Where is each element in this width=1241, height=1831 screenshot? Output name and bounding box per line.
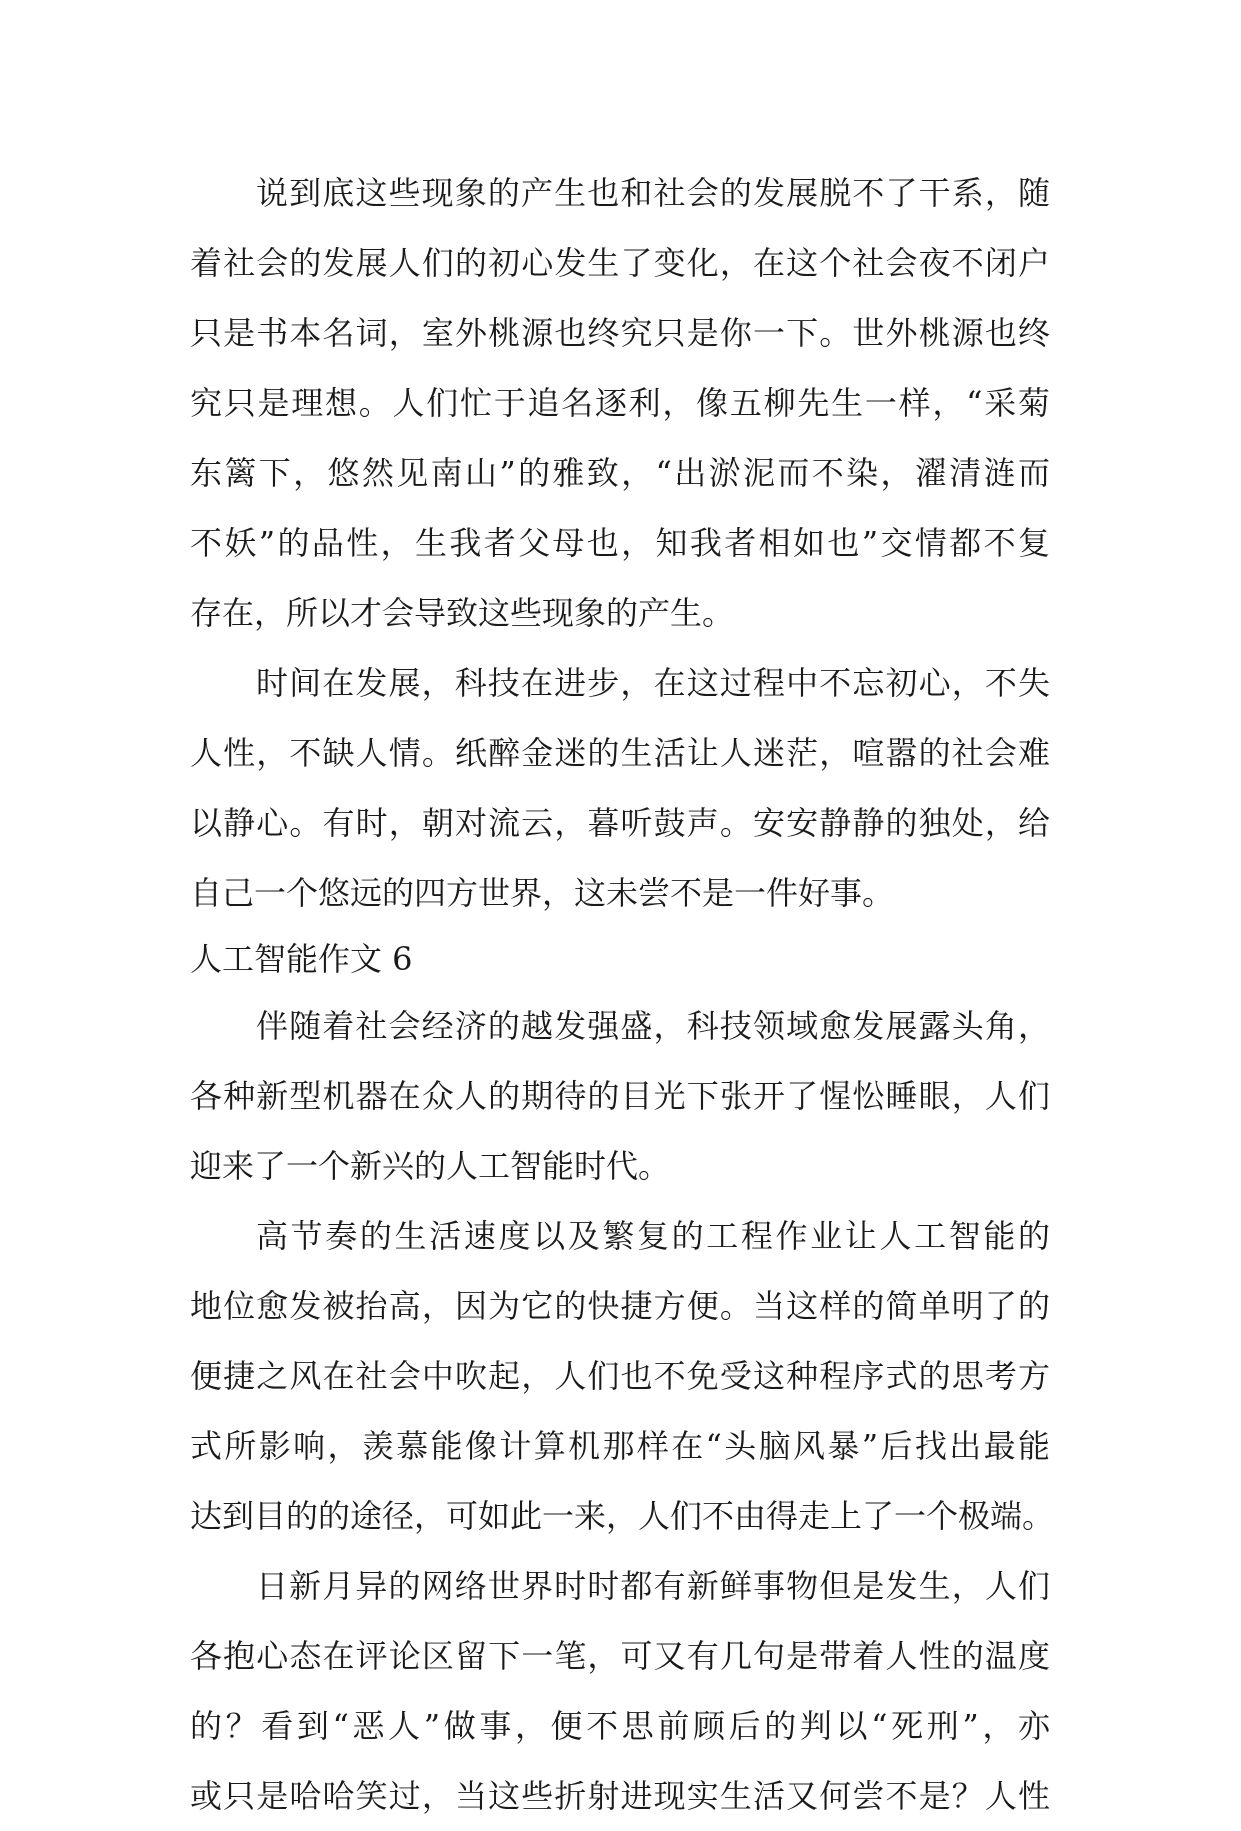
paragraph-line: 各抱心态在评论区留下一笔，可又有几句是带着人性的温度 xyxy=(190,1637,1050,1675)
section-heading: 人工智能作文 6 xyxy=(190,940,413,978)
paragraph-line: 人性，不缺人情。纸醉金迷的生活让人迷茫，喧嚣的社会难 xyxy=(190,734,1050,772)
paragraph-line: 或只是哈哈笑过，当这些折射进现实生活又何尝不是？人性 xyxy=(190,1777,1050,1815)
paragraph-line: 着社会的发展人们的初心发生了变化，在这个社会夜不闭户 xyxy=(190,244,1050,282)
document-body xyxy=(190,158,1055,1831)
paragraph-line: 式所影响，羡慕能像计算机那样在“头脑风暴”后找出最能 xyxy=(190,1427,1050,1465)
paragraph-line: 达到目的的途径，可如此一来，人们不由得走上了一个极端。 xyxy=(190,1497,1055,1535)
paragraph-4 xyxy=(190,1201,1055,1551)
paragraph-line: 高节奏的生活速度以及繁复的工程作业让人工智能的 xyxy=(256,1217,1050,1255)
paragraph-line: 迎来了一个新兴的人工智能时代。 xyxy=(190,1147,671,1185)
paragraph-5 xyxy=(190,1551,1050,1831)
paragraph-line: 便捷之风在社会中吹起，人们也不免受这种程序式的思考方 xyxy=(190,1357,1050,1395)
paragraph-2 xyxy=(190,648,1050,928)
paragraph-line: 只是书本名词，室外桃源也终究只是你一下。世外桃源也终 xyxy=(190,314,1050,352)
paragraph-line: 以静心。有时，朝对流云，暮听鼓声。安安静静的独处，给 xyxy=(190,804,1050,842)
paragraph-line: 自己一个悠远的四方世界，这未尝不是一件好事。 xyxy=(190,874,895,912)
paragraph-line: 伴随着社会经济的越发强盛，科技领域愈发展露头角， xyxy=(256,1007,1050,1045)
paragraph-line: 说到底这些现象的产生也和社会的发展脱不了干系，随 xyxy=(256,174,1050,212)
paragraph-line: 东篱下，悠然见南山”的雅致，“出淤泥而不染，濯清涟而 xyxy=(190,454,1050,492)
paragraph-3 xyxy=(190,991,1050,1201)
paragraph-line: 日新月异的网络世界时时都有新鲜事物但是发生，人们 xyxy=(256,1567,1050,1605)
paragraph-line: 地位愈发被抬高，因为它的快捷方便。当这样的简单明了的 xyxy=(190,1287,1050,1325)
paragraph-line: 存在，所以才会导致这些现象的产生。 xyxy=(190,594,735,632)
paragraph-line: 的？看到“恶人”做事，便不思前顾后的判以“死刑”，亦 xyxy=(190,1707,1050,1745)
paragraph-line: 不妖”的品性，生我者父母也，知我者相如也”交情都不复 xyxy=(190,524,1050,562)
paragraph-line: 时间在发展，科技在进步，在这过程中不忘初心，不失 xyxy=(256,664,1050,702)
paragraph-1 xyxy=(190,158,1050,648)
paragraph-line: 各种新型机器在众人的期待的目光下张开了惺忪睡眼，人们 xyxy=(190,1077,1050,1115)
paragraph-line: 究只是理想。人们忙于追名逐利，像五柳先生一样，“采菊 xyxy=(190,384,1050,422)
